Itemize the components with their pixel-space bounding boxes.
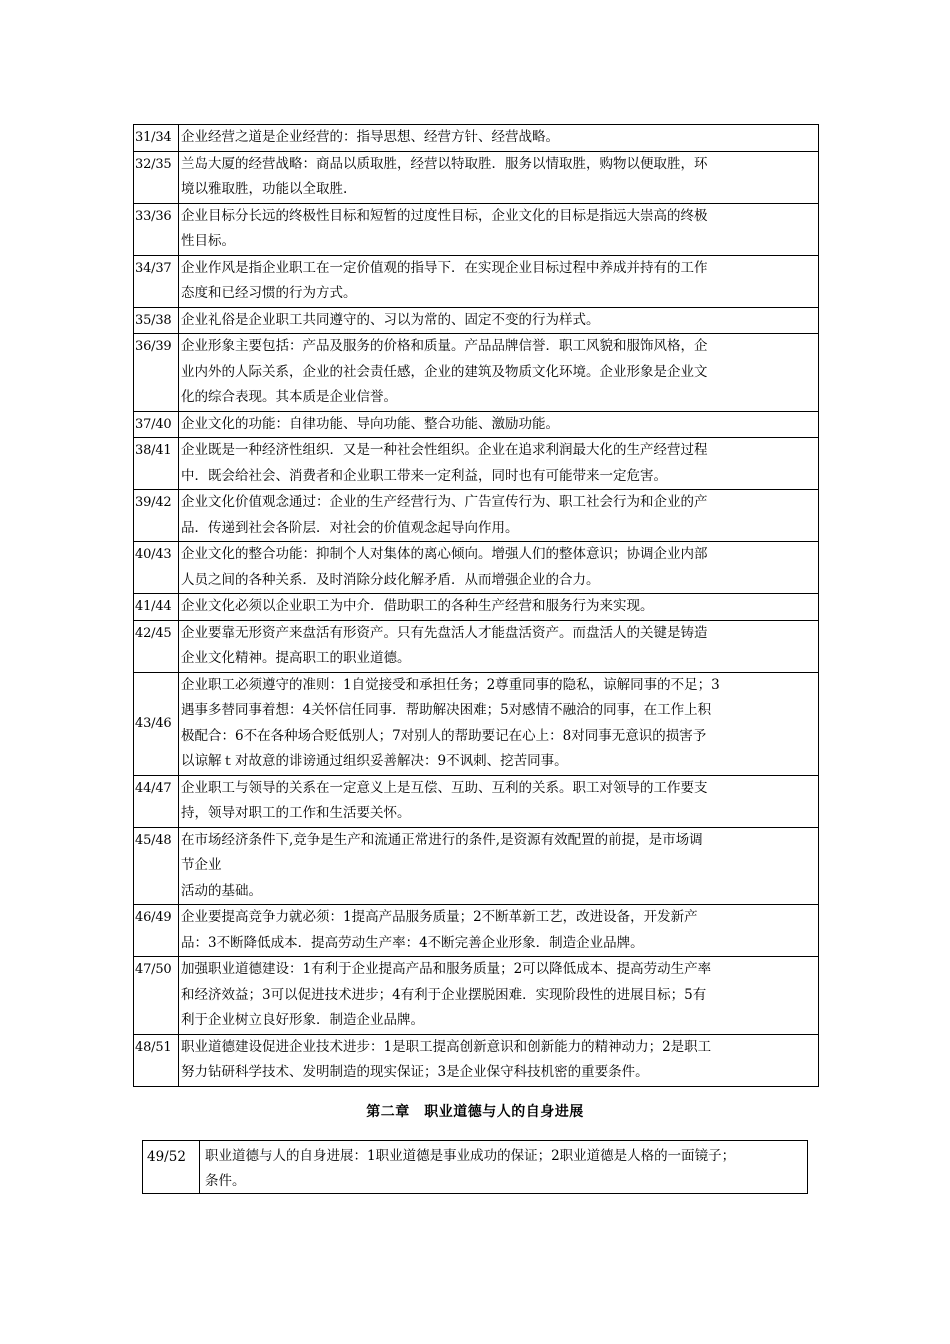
table-row	[134, 542, 819, 594]
row-text-line: 以谅解ｔ对故意的诽谤通过组织妥善解决：9不讽刺、挖苦同事。	[181, 753, 568, 769]
row-number: 45/48	[134, 827, 179, 905]
table-row	[134, 594, 819, 621]
chapter-heading: 第二章 职业道德与人的自身进展	[366, 1104, 584, 1120]
table-row	[134, 255, 819, 307]
row-text-line: 活动的基础。	[181, 882, 262, 899]
row-number: 37/40	[134, 411, 179, 438]
row-text-line: 境以雅取胜，功能以全取胜.	[181, 181, 348, 197]
row-text-line: 持，领导对职工的工作和生活要关怀。	[181, 805, 411, 821]
table-row	[134, 620, 819, 672]
row-text-line: 在市场经济条件下,竞争是生产和流通正常进行的条件,是资源有效配置的前提，是市场调	[181, 831, 703, 848]
row-text	[179, 125, 819, 152]
row-text-line: 努力钻研科学技术、发明制造的现实保证；3是企业保守科技机密的重要条件。	[181, 1064, 649, 1080]
row-text-line: 极配合：6不在各种场合贬低别人；7对别人的帮助要记在心上：8对同事无意识的损害予	[181, 727, 707, 744]
row-text	[179, 594, 819, 621]
table-row	[134, 151, 819, 203]
table-row	[134, 672, 819, 775]
table-row	[134, 1034, 819, 1086]
row-text	[179, 620, 819, 672]
row-text	[179, 775, 819, 827]
row-text	[179, 957, 819, 1035]
row-number: 42/45	[134, 620, 179, 672]
row-text	[179, 411, 819, 438]
row-text	[179, 334, 819, 412]
row-number: 32/35	[134, 151, 179, 203]
row-text	[179, 905, 819, 957]
row-text-line: 加强职业道德建设：1有利于企业提高产品和服务质量；2可以降低成本、提高劳动生产率	[181, 961, 712, 977]
row-text-line: 遇事多替同事着想：4关怀信任同事．帮助解决困难；5对感情不融洽的同事，在工作上积	[181, 702, 712, 718]
row-text-line: 企业职工必须遵守的准则：1自觉接受和承担任务；2尊重同事的隐私，谅解同事的不足；3	[181, 676, 720, 693]
table-row	[134, 438, 819, 490]
row-text-line: 人员之间的各种关系．及时消除分歧化解矛盾．从而增强企业的合力。	[181, 571, 600, 588]
row-text-line: 企业礼俗是企业职工共同遵守的、习以为常的、固定不变的行为样式。	[181, 311, 600, 328]
row-text-line: 企业职工与领导的关系在一定意义上是互偿、互助、互利的关系。职工对领导的工作要支	[181, 779, 708, 796]
row-text-line: 企业要靠无形资产来盘活有形资产。只有先盘活人才能盘活资产。而盘活人的关键是铸造	[181, 624, 708, 641]
row-number: 40/43	[134, 542, 179, 594]
table-row	[134, 957, 819, 1035]
row-text-line: 条件。	[205, 1173, 246, 1189]
row-text-line: 业内外的人际关系，企业的社会责任感，企业的建筑及物质文化环境。企业形象是企业文	[181, 363, 708, 380]
regulations-table	[133, 124, 819, 1087]
row-number: 31/34	[134, 125, 179, 152]
row-text	[179, 255, 819, 307]
row-text-line: 企业文化精神。提高职工的职业道德。	[181, 650, 411, 666]
row-text-line: 态度和已经习惯的行为方式。	[181, 285, 357, 301]
row-text-line: 兰岛大厦的经营战略：商品以质取胜，经营以特取胜．服务以情取胜，购物以便取胜，环	[181, 155, 708, 172]
row-text	[179, 307, 819, 334]
row-text-line: 品．传递到社会各阶层．对社会的价值观念起导向作用。	[181, 519, 519, 536]
table-row	[134, 775, 819, 827]
regulations-table-body	[134, 125, 819, 1087]
table-row	[134, 827, 819, 905]
row-text-line: 企业文化必须以企业职工为中介．借助职工的各种生产经营和服务行为来实现。	[181, 598, 654, 614]
table-row	[134, 490, 819, 542]
row-text-line: 化的综合表现。其本质是企业信誉。	[181, 389, 397, 405]
row-text-line: 利于企业树立良好形象．制造企业品牌。	[181, 1012, 424, 1028]
row-text-line: 企业目标分长远的终极性目标和短暂的过度性目标，企业文化的目标是指远大崇高的终极	[181, 207, 708, 224]
table-row	[134, 307, 819, 334]
row-text-line: 和经济效益；3可以促进技术进步；4有利于企业摆脱困难．实现阶段性的进展目标；5有	[181, 986, 707, 1003]
row-text	[179, 203, 819, 255]
row-number: 44/47	[134, 775, 179, 827]
row-text	[205, 1144, 808, 1194]
row-number: 49/52	[143, 1141, 200, 1193]
row-text-line: 企业形象主要包括：产品及服务的价格和质量。产品品牌信誉．职工风貌和服饰风格，企	[181, 338, 708, 354]
row-text	[179, 672, 819, 775]
row-text-line: 企业要提高竞争力就必须：1提高产品服务质量；2不断革新工艺，改进设备，开发新产	[181, 909, 698, 925]
table-row	[134, 334, 819, 412]
row-text-line: 企业经营之道是企业经营的：指导思想、经营方针、经营战略。	[181, 129, 559, 145]
row-text	[179, 542, 819, 594]
row-text-line: 品：3不断降低成本．提高劳动生产率：4不断完善企业形象．制造企业品牌。	[181, 934, 644, 951]
row-text-line: 企业文化的整合功能：抑制个人对集体的离心倾向。增强人们的整体意识；协调企业内部	[181, 546, 708, 562]
row-number: 36/39	[134, 334, 179, 412]
row-number: 48/51	[134, 1034, 179, 1086]
row-number: 34/37	[134, 255, 179, 307]
table-row	[134, 905, 819, 957]
table-row	[134, 203, 819, 255]
row-text-line: 中．既会给社会、消费者和企业职工带来一定利益，同时也有可能带来一定危害。	[181, 467, 667, 484]
table-row	[134, 411, 819, 438]
row-number: 47/50	[134, 957, 179, 1035]
row-text	[179, 151, 819, 203]
row-number: 38/41	[134, 438, 179, 490]
row-text-line: 性目标。	[181, 233, 235, 249]
row-number: 41/44	[134, 594, 179, 621]
table-row	[134, 125, 819, 152]
row-text-line: 企业作风是指企业职工在一定价值观的指导下．在实现企业目标过程中养成并持有的工作	[181, 259, 708, 276]
row-text-line: 节企业	[181, 857, 222, 873]
row-text-line: 企业文化价值观念通过：企业的生产经营行为、广告宣传行为、职工社会行为和企业的产	[181, 494, 708, 510]
row-text	[179, 1034, 819, 1086]
row-text-line: 企业既是一种经济性组织．又是一种社会性组织。企业在追求利润最大化的生产经营过程	[181, 442, 708, 458]
row-number: 46/49	[134, 905, 179, 957]
row-text	[179, 827, 819, 905]
row-number: 35/38	[134, 307, 179, 334]
chapter2-table	[142, 1140, 808, 1194]
row-number: 43/46	[134, 672, 179, 775]
row-text-line: 职业道德与人的自身进展：1职业道德是事业成功的保证；2职业道德是人格的一面镜子；	[205, 1148, 736, 1164]
row-number: 33/36	[134, 203, 179, 255]
row-text-line: 职业道德建设促进企业技术进步：1是职工提高创新意识和创新能力的精神动力；2是职工	[181, 1038, 712, 1055]
row-text	[179, 438, 819, 490]
row-number: 39/42	[134, 490, 179, 542]
row-text-line: 企业文化的功能：自律功能、导向功能、整合功能、激励功能。	[181, 415, 559, 432]
row-text	[179, 490, 819, 542]
